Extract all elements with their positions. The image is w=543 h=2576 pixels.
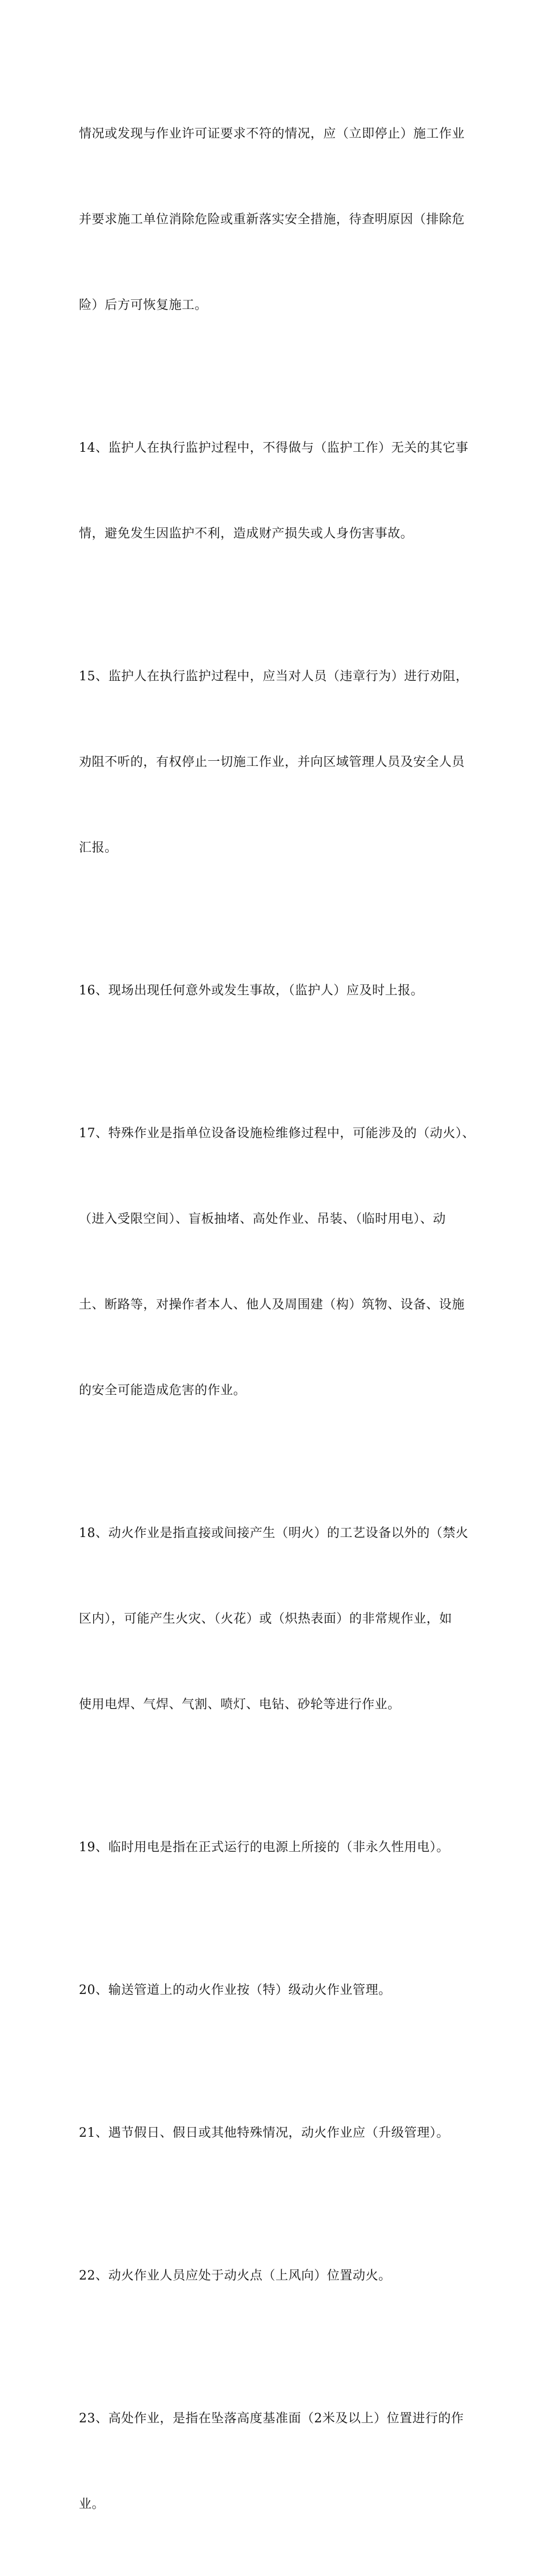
paragraph-15 xyxy=(79,605,473,920)
text-line: 业。 xyxy=(79,2497,105,2511)
paragraph-17 xyxy=(79,1062,473,1462)
text-line: 汇报。 xyxy=(79,841,118,855)
text-line: 18、动火作业是指直接或间接产生（明火）的工艺设备以外的（禁火 xyxy=(79,1526,469,1540)
text-line: 22、动火作业人员应处于动火点（上风向）位置动火。 xyxy=(79,2269,392,2283)
text-line: 使用电焊、气焊、气割、喷灯、电钻、砂轮等进行作业。 xyxy=(79,1698,401,1712)
text-line: 劝阻不听的，有权停止一切施工作业，并向区域管理人员及安全人员 xyxy=(79,755,465,769)
text-line: 20、输送管道上的动火作业按（特）级动火作业管理。 xyxy=(79,1983,392,1997)
paragraph-22 xyxy=(79,2205,473,2348)
text-line: 情况或发现与作业许可证要求不符的情况，应（立即停止）施工作业 xyxy=(79,127,465,141)
text-line: （进入受限空间）、盲板抽堵、高处作业、吊装、（临时用电）、动 xyxy=(79,1212,446,1226)
paragraph-19 xyxy=(79,1776,473,1919)
text-line: 险）后方可恢复施工。 xyxy=(79,298,208,312)
document-body xyxy=(79,63,473,2576)
text-line: 16、现场出现任何意外或发生事故，（监护人）应及时上报。 xyxy=(79,984,424,998)
paragraph-20 xyxy=(79,1919,473,2062)
text-line: 的安全可能造成危害的作业。 xyxy=(79,1383,246,1398)
paragraph-21 xyxy=(79,2062,473,2205)
text-line: 21、遇节假日、假日或其他特殊情况，动火作业应（升级管理）。 xyxy=(79,2126,449,2140)
text-line: 23、高处作业，是指在坠落高度基准面（2米及以上）位置进行的作 xyxy=(79,2412,464,2426)
text-line: 19、临时用电是指在正式运行的电源上所接的（非永久性用电）。 xyxy=(79,1840,449,1855)
paragraph-18 xyxy=(79,1462,473,1776)
text-line: 17、特殊作业是指单位设备设施检维修过程中，可能涉及的（动火）、 xyxy=(79,1126,475,1141)
text-line: 14、监护人在执行监护过程中，不得做与（监护工作）无关的其它事 xyxy=(79,441,469,455)
text-line: 15、监护人在执行监护过程中，应当对人员（违章行为）进行劝阻， xyxy=(79,669,469,684)
text-line: 土、断路等，对操作者本人、他人及周围建（构）筑物、设备、设施 xyxy=(79,1298,465,1312)
paragraph-23 xyxy=(79,2348,473,2576)
text-line: 区内），可能产生火灾、（火花）或（炽热表面）的非常规作业，如 xyxy=(79,1612,453,1626)
paragraph-13-continued xyxy=(79,63,473,377)
paragraph-16 xyxy=(79,920,473,1062)
text-line: 并要求施工单位消除危险或重新落实安全措施，待查明原因（排除危 xyxy=(79,212,465,227)
paragraph-14 xyxy=(79,377,473,605)
text-line: 情，避免发生因监护不利，造成财产损失或人身伤害事故。 xyxy=(79,527,414,541)
